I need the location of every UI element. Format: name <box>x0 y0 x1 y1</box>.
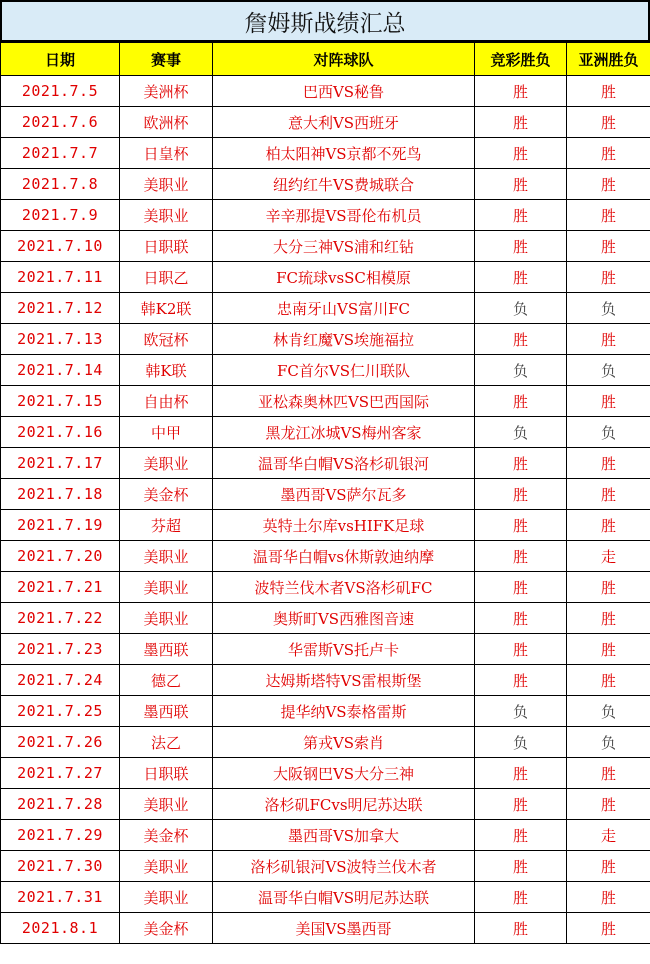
asia-result-cell: 胜 <box>567 107 650 138</box>
table-row <box>1 789 650 820</box>
competition-cell: 美职业 <box>120 572 213 603</box>
table-row <box>1 107 650 138</box>
asia-result-cell: 胜 <box>567 138 650 169</box>
asia-result-cell: 胜 <box>567 479 650 510</box>
asia-result-cell: 负 <box>567 355 650 386</box>
match-cell: 英特土尔库vsHIFK足球 <box>213 510 475 541</box>
date-cell: 2021.7.20 <box>1 541 120 572</box>
match-cell: 美国VS墨西哥 <box>213 913 475 944</box>
table-row <box>1 169 650 200</box>
jingcai-result-cell: 胜 <box>475 479 567 510</box>
competition-cell: 美职业 <box>120 882 213 913</box>
table-row <box>1 386 650 417</box>
competition-cell: 日职乙 <box>120 262 213 293</box>
match-cell: 温哥华白帽VS明尼苏达联 <box>213 882 475 913</box>
table-row <box>1 231 650 262</box>
jingcai-result-cell: 胜 <box>475 634 567 665</box>
match-cell: FC首尔VS仁川联队 <box>213 355 475 386</box>
date-cell: 2021.7.25 <box>1 696 120 727</box>
results-table <box>0 42 650 944</box>
table-row <box>1 758 650 789</box>
table-row <box>1 479 650 510</box>
jingcai-result-cell: 胜 <box>475 76 567 107</box>
competition-cell: 中甲 <box>120 417 213 448</box>
match-cell: 巴西VS秘鲁 <box>213 76 475 107</box>
competition-cell: 日职联 <box>120 758 213 789</box>
competition-cell: 欧洲杯 <box>120 107 213 138</box>
asia-result-cell: 胜 <box>567 851 650 882</box>
asia-result-cell: 胜 <box>567 665 650 696</box>
date-cell: 2021.7.17 <box>1 448 120 479</box>
date-cell: 2021.7.31 <box>1 882 120 913</box>
header-asia: 亚洲胜负 <box>567 43 650 76</box>
date-cell: 2021.7.22 <box>1 603 120 634</box>
jingcai-result-cell: 胜 <box>475 448 567 479</box>
match-cell: 林肯红魔VS埃施福拉 <box>213 324 475 355</box>
match-cell: 黑龙江冰城VS梅州客家 <box>213 417 475 448</box>
asia-result-cell: 胜 <box>567 169 650 200</box>
table-row <box>1 293 650 324</box>
match-cell: 温哥华白帽vs休斯敦迪纳摩 <box>213 541 475 572</box>
competition-cell: 美金杯 <box>120 820 213 851</box>
table-row <box>1 510 650 541</box>
table-row <box>1 603 650 634</box>
date-cell: 2021.7.18 <box>1 479 120 510</box>
jingcai-result-cell: 胜 <box>475 913 567 944</box>
asia-result-cell: 胜 <box>567 510 650 541</box>
jingcai-result-cell: 胜 <box>475 200 567 231</box>
competition-cell: 墨西联 <box>120 696 213 727</box>
competition-cell: 自由杯 <box>120 386 213 417</box>
date-cell: 2021.7.27 <box>1 758 120 789</box>
date-cell: 2021.7.16 <box>1 417 120 448</box>
table-row <box>1 851 650 882</box>
table-row <box>1 200 650 231</box>
date-cell: 2021.7.23 <box>1 634 120 665</box>
competition-cell: 日职联 <box>120 231 213 262</box>
date-cell: 2021.8.1 <box>1 913 120 944</box>
jingcai-result-cell: 胜 <box>475 851 567 882</box>
asia-result-cell: 胜 <box>567 448 650 479</box>
match-cell: 柏太阳神VS京都不死鸟 <box>213 138 475 169</box>
jingcai-result-cell: 胜 <box>475 169 567 200</box>
asia-result-cell: 胜 <box>567 200 650 231</box>
asia-result-cell: 走 <box>567 541 650 572</box>
competition-cell: 美职业 <box>120 789 213 820</box>
asia-result-cell: 胜 <box>567 231 650 262</box>
match-cell: 亚松森奥林匹VS巴西国际 <box>213 386 475 417</box>
jingcai-result-cell: 胜 <box>475 572 567 603</box>
competition-cell: 欧冠杯 <box>120 324 213 355</box>
jingcai-result-cell: 负 <box>475 696 567 727</box>
jingcai-result-cell: 负 <box>475 355 567 386</box>
date-cell: 2021.7.19 <box>1 510 120 541</box>
match-cell: 洛杉矶FCvs明尼苏达联 <box>213 789 475 820</box>
table-row <box>1 820 650 851</box>
table-row <box>1 541 650 572</box>
jingcai-result-cell: 胜 <box>475 231 567 262</box>
match-cell: 奥斯町VS西雅图音速 <box>213 603 475 634</box>
jingcai-result-cell: 胜 <box>475 138 567 169</box>
asia-result-cell: 胜 <box>567 789 650 820</box>
header-jingcai: 竞彩胜负 <box>475 43 567 76</box>
asia-result-cell: 胜 <box>567 882 650 913</box>
date-cell: 2021.7.30 <box>1 851 120 882</box>
date-cell: 2021.7.6 <box>1 107 120 138</box>
competition-cell: 美职业 <box>120 169 213 200</box>
date-cell: 2021.7.13 <box>1 324 120 355</box>
asia-result-cell: 负 <box>567 293 650 324</box>
date-cell: 2021.7.8 <box>1 169 120 200</box>
date-cell: 2021.7.14 <box>1 355 120 386</box>
match-cell: 意大利VS西班牙 <box>213 107 475 138</box>
match-cell: 大分三神VS浦和红钻 <box>213 231 475 262</box>
table-row <box>1 76 650 107</box>
competition-cell: 美金杯 <box>120 913 213 944</box>
jingcai-result-cell: 胜 <box>475 386 567 417</box>
competition-cell: 美职业 <box>120 851 213 882</box>
jingcai-result-cell: 胜 <box>475 882 567 913</box>
sheet-title: 詹姆斯战绩汇总 <box>0 0 650 42</box>
asia-result-cell: 胜 <box>567 634 650 665</box>
asia-result-cell: 负 <box>567 696 650 727</box>
table-row <box>1 572 650 603</box>
competition-cell: 美职业 <box>120 448 213 479</box>
date-cell: 2021.7.28 <box>1 789 120 820</box>
table-row <box>1 262 650 293</box>
competition-cell: 芬超 <box>120 510 213 541</box>
header-row <box>1 43 650 76</box>
table-row <box>1 355 650 386</box>
jingcai-result-cell: 负 <box>475 417 567 448</box>
date-cell: 2021.7.21 <box>1 572 120 603</box>
match-cell: FC琉球vsSC相模原 <box>213 262 475 293</box>
match-cell: 纽约红牛VS费城联合 <box>213 169 475 200</box>
match-cell: 提华纳VS泰格雷斯 <box>213 696 475 727</box>
match-cell: 洛杉矶银河VS波特兰伐木者 <box>213 851 475 882</box>
competition-cell: 美职业 <box>120 200 213 231</box>
jingcai-result-cell: 胜 <box>475 820 567 851</box>
jingcai-result-cell: 胜 <box>475 789 567 820</box>
jingcai-result-cell: 胜 <box>475 541 567 572</box>
asia-result-cell: 胜 <box>567 324 650 355</box>
asia-result-cell: 胜 <box>567 913 650 944</box>
competition-cell: 美职业 <box>120 603 213 634</box>
table-row <box>1 665 650 696</box>
competition-cell: 韩K联 <box>120 355 213 386</box>
competition-cell: 美职业 <box>120 541 213 572</box>
asia-result-cell: 胜 <box>567 758 650 789</box>
table-row <box>1 448 650 479</box>
match-cell: 华雷斯VS托卢卡 <box>213 634 475 665</box>
date-cell: 2021.7.15 <box>1 386 120 417</box>
competition-cell: 日皇杯 <box>120 138 213 169</box>
jingcai-result-cell: 胜 <box>475 510 567 541</box>
jingcai-result-cell: 负 <box>475 727 567 758</box>
competition-cell: 法乙 <box>120 727 213 758</box>
date-cell: 2021.7.29 <box>1 820 120 851</box>
table-row <box>1 913 650 944</box>
match-cell: 波特兰伐木者VS洛杉矶FC <box>213 572 475 603</box>
date-cell: 2021.7.26 <box>1 727 120 758</box>
date-cell: 2021.7.5 <box>1 76 120 107</box>
asia-result-cell: 胜 <box>567 386 650 417</box>
match-cell: 辛辛那提VS哥伦布机员 <box>213 200 475 231</box>
competition-cell: 墨西联 <box>120 634 213 665</box>
table-row <box>1 138 650 169</box>
jingcai-result-cell: 胜 <box>475 758 567 789</box>
asia-result-cell: 负 <box>567 417 650 448</box>
jingcai-result-cell: 胜 <box>475 262 567 293</box>
match-cell: 墨西哥VS萨尔瓦多 <box>213 479 475 510</box>
asia-result-cell: 胜 <box>567 603 650 634</box>
asia-result-cell: 胜 <box>567 262 650 293</box>
match-cell: 忠南牙山VS富川FC <box>213 293 475 324</box>
table-row <box>1 634 650 665</box>
table-row <box>1 882 650 913</box>
match-cell: 墨西哥VS加拿大 <box>213 820 475 851</box>
competition-cell: 美金杯 <box>120 479 213 510</box>
competition-cell: 德乙 <box>120 665 213 696</box>
date-cell: 2021.7.10 <box>1 231 120 262</box>
competition-cell: 韩K2联 <box>120 293 213 324</box>
asia-result-cell: 走 <box>567 820 650 851</box>
table-row <box>1 324 650 355</box>
date-cell: 2021.7.11 <box>1 262 120 293</box>
table-row <box>1 417 650 448</box>
header-date: 日期 <box>1 43 120 76</box>
date-cell: 2021.7.24 <box>1 665 120 696</box>
match-cell: 温哥华白帽VS洛杉矶银河 <box>213 448 475 479</box>
asia-result-cell: 负 <box>567 727 650 758</box>
jingcai-result-cell: 胜 <box>475 603 567 634</box>
jingcai-result-cell: 胜 <box>475 324 567 355</box>
date-cell: 2021.7.12 <box>1 293 120 324</box>
date-cell: 2021.7.7 <box>1 138 120 169</box>
jingcai-result-cell: 负 <box>475 293 567 324</box>
header-competition: 赛事 <box>120 43 213 76</box>
competition-cell: 美洲杯 <box>120 76 213 107</box>
table-row <box>1 696 650 727</box>
table-row <box>1 727 650 758</box>
asia-result-cell: 胜 <box>567 572 650 603</box>
match-cell: 大阪钢巴VS大分三神 <box>213 758 475 789</box>
date-cell: 2021.7.9 <box>1 200 120 231</box>
match-cell: 第戎VS索肖 <box>213 727 475 758</box>
jingcai-result-cell: 胜 <box>475 665 567 696</box>
results-body <box>1 76 650 944</box>
match-cell: 达姆斯塔特VS雷根斯堡 <box>213 665 475 696</box>
asia-result-cell: 胜 <box>567 76 650 107</box>
header-match: 对阵球队 <box>213 43 475 76</box>
jingcai-result-cell: 胜 <box>475 107 567 138</box>
